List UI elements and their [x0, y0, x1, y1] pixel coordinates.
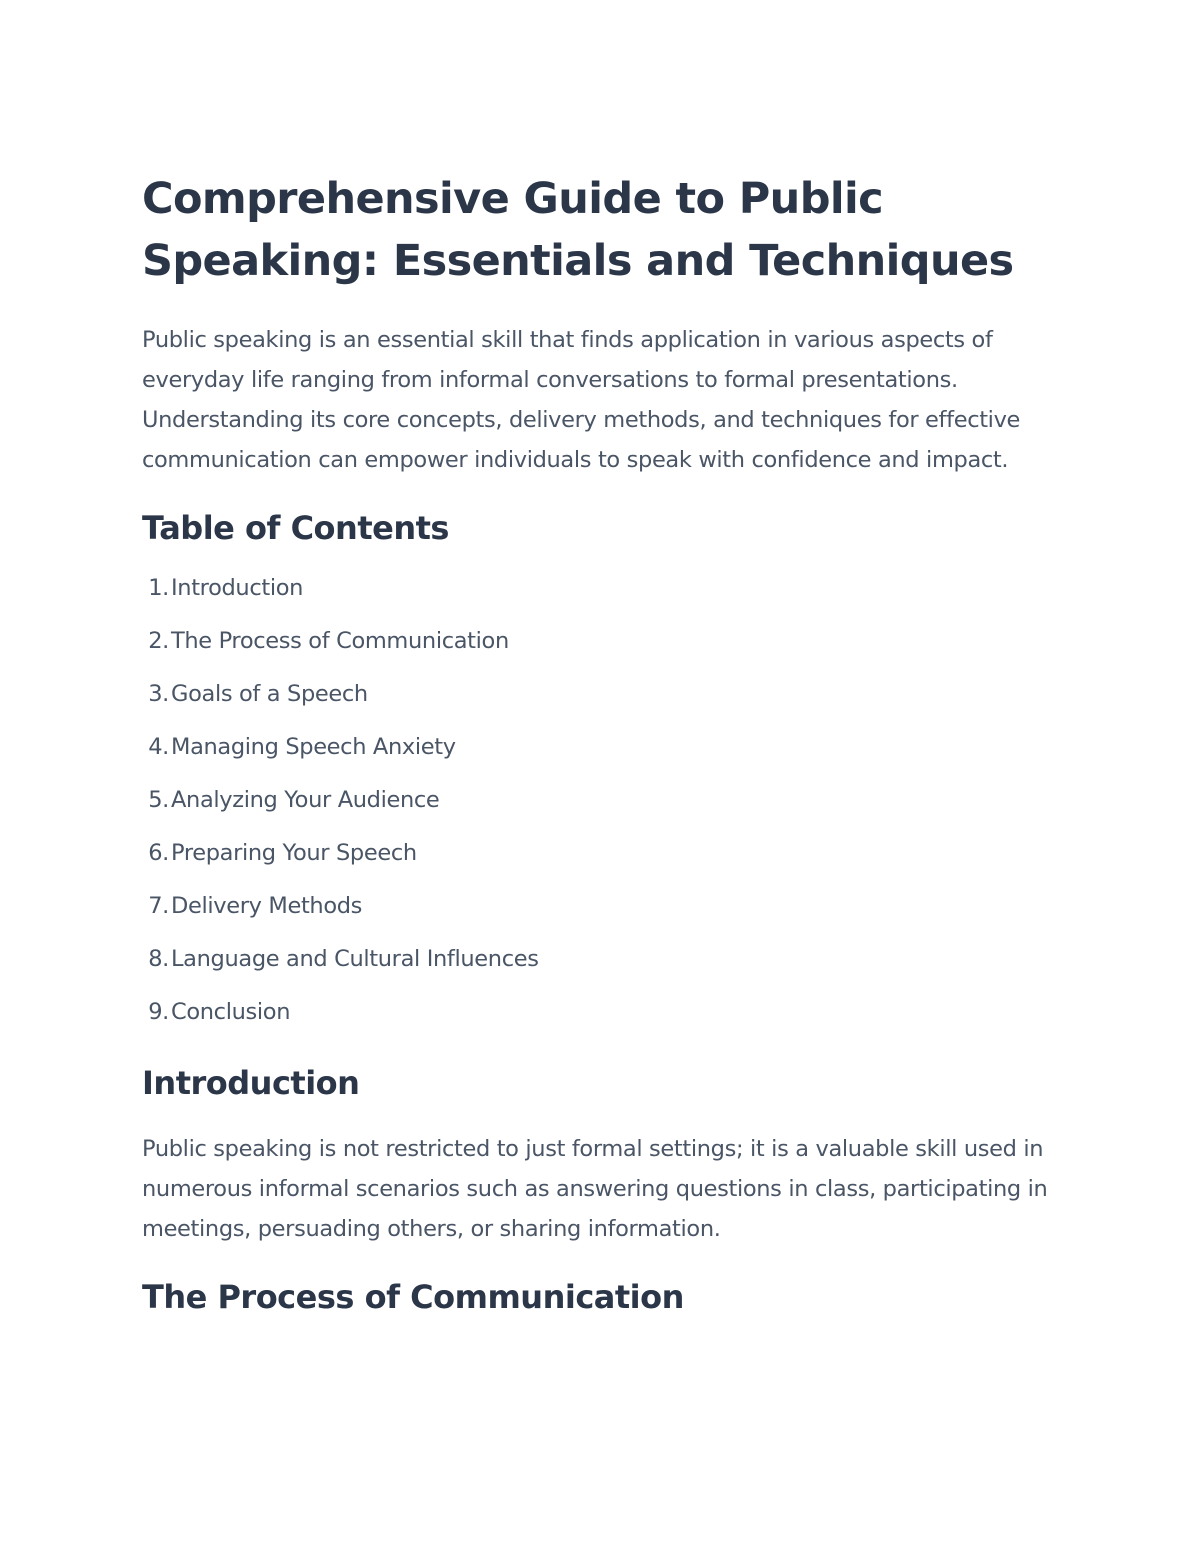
toc-item-delivery-methods [142, 891, 1058, 944]
table-of-contents [142, 573, 1058, 1050]
toc-item-preparing-your-speech [142, 838, 1058, 891]
toc-item-label: The Process of Communication [171, 628, 509, 654]
toc-item-label: Analyzing Your Audience [171, 787, 440, 813]
toc-item-label: Goals of a Speech [171, 681, 368, 707]
toc-item-goals-of-a-speech [142, 679, 1058, 732]
toc-item-label: Conclusion [171, 999, 291, 1025]
toc-item-number: 1. [148, 575, 169, 601]
toc-item-number: 6. [148, 840, 169, 866]
toc-item-managing-speech-anxiety [142, 732, 1058, 785]
toc-item-process-of-communication [142, 626, 1058, 679]
section-heading-process-of-communication: The Process of Communication [142, 1278, 684, 1316]
toc-item-label: Delivery Methods [171, 893, 363, 919]
section-heading-introduction: Introduction [142, 1064, 360, 1102]
toc-item-label: Managing Speech Anxiety [171, 734, 456, 760]
toc-item-number: 5. [148, 787, 169, 813]
toc-item-label: Introduction [171, 575, 304, 601]
toc-item-number: 8. [148, 946, 169, 972]
toc-item-number: 2. [148, 628, 169, 654]
intro-paragraph: Public speaking is an essential skill that finds application in various aspects of everyday life ranging from informal conversations to formal presentations. Understanding its core concepts, delivery methods, and techniques for effective communication can empower individuals to speak with confidence and impact. [142, 327, 1021, 473]
toc-item-introduction [142, 573, 1058, 626]
introduction-paragraph: Public speaking is not restricted to just formal settings; it is a valuable skill used in numerous informal scenarios such as answering questions in class, participating in meetings, persuading others, or sharing information. [142, 1136, 1048, 1242]
toc-item-label: Preparing Your Speech [171, 840, 417, 866]
toc-item-language-and-cultural-influences [142, 944, 1058, 997]
toc-item-number: 9. [148, 999, 169, 1025]
toc-item-number: 7. [148, 893, 169, 919]
toc-heading: Table of Contents [142, 509, 449, 547]
toc-item-analyzing-your-audience [142, 785, 1058, 838]
document-title: Comprehensive Guide to Public Speaking: Essentials and Techniques [142, 174, 1014, 286]
toc-item-label: Language and Cultural Influences [171, 946, 539, 972]
toc-item-number: 4. [148, 734, 169, 760]
toc-item-number: 3. [148, 681, 169, 707]
toc-item-conclusion [142, 997, 1058, 1050]
